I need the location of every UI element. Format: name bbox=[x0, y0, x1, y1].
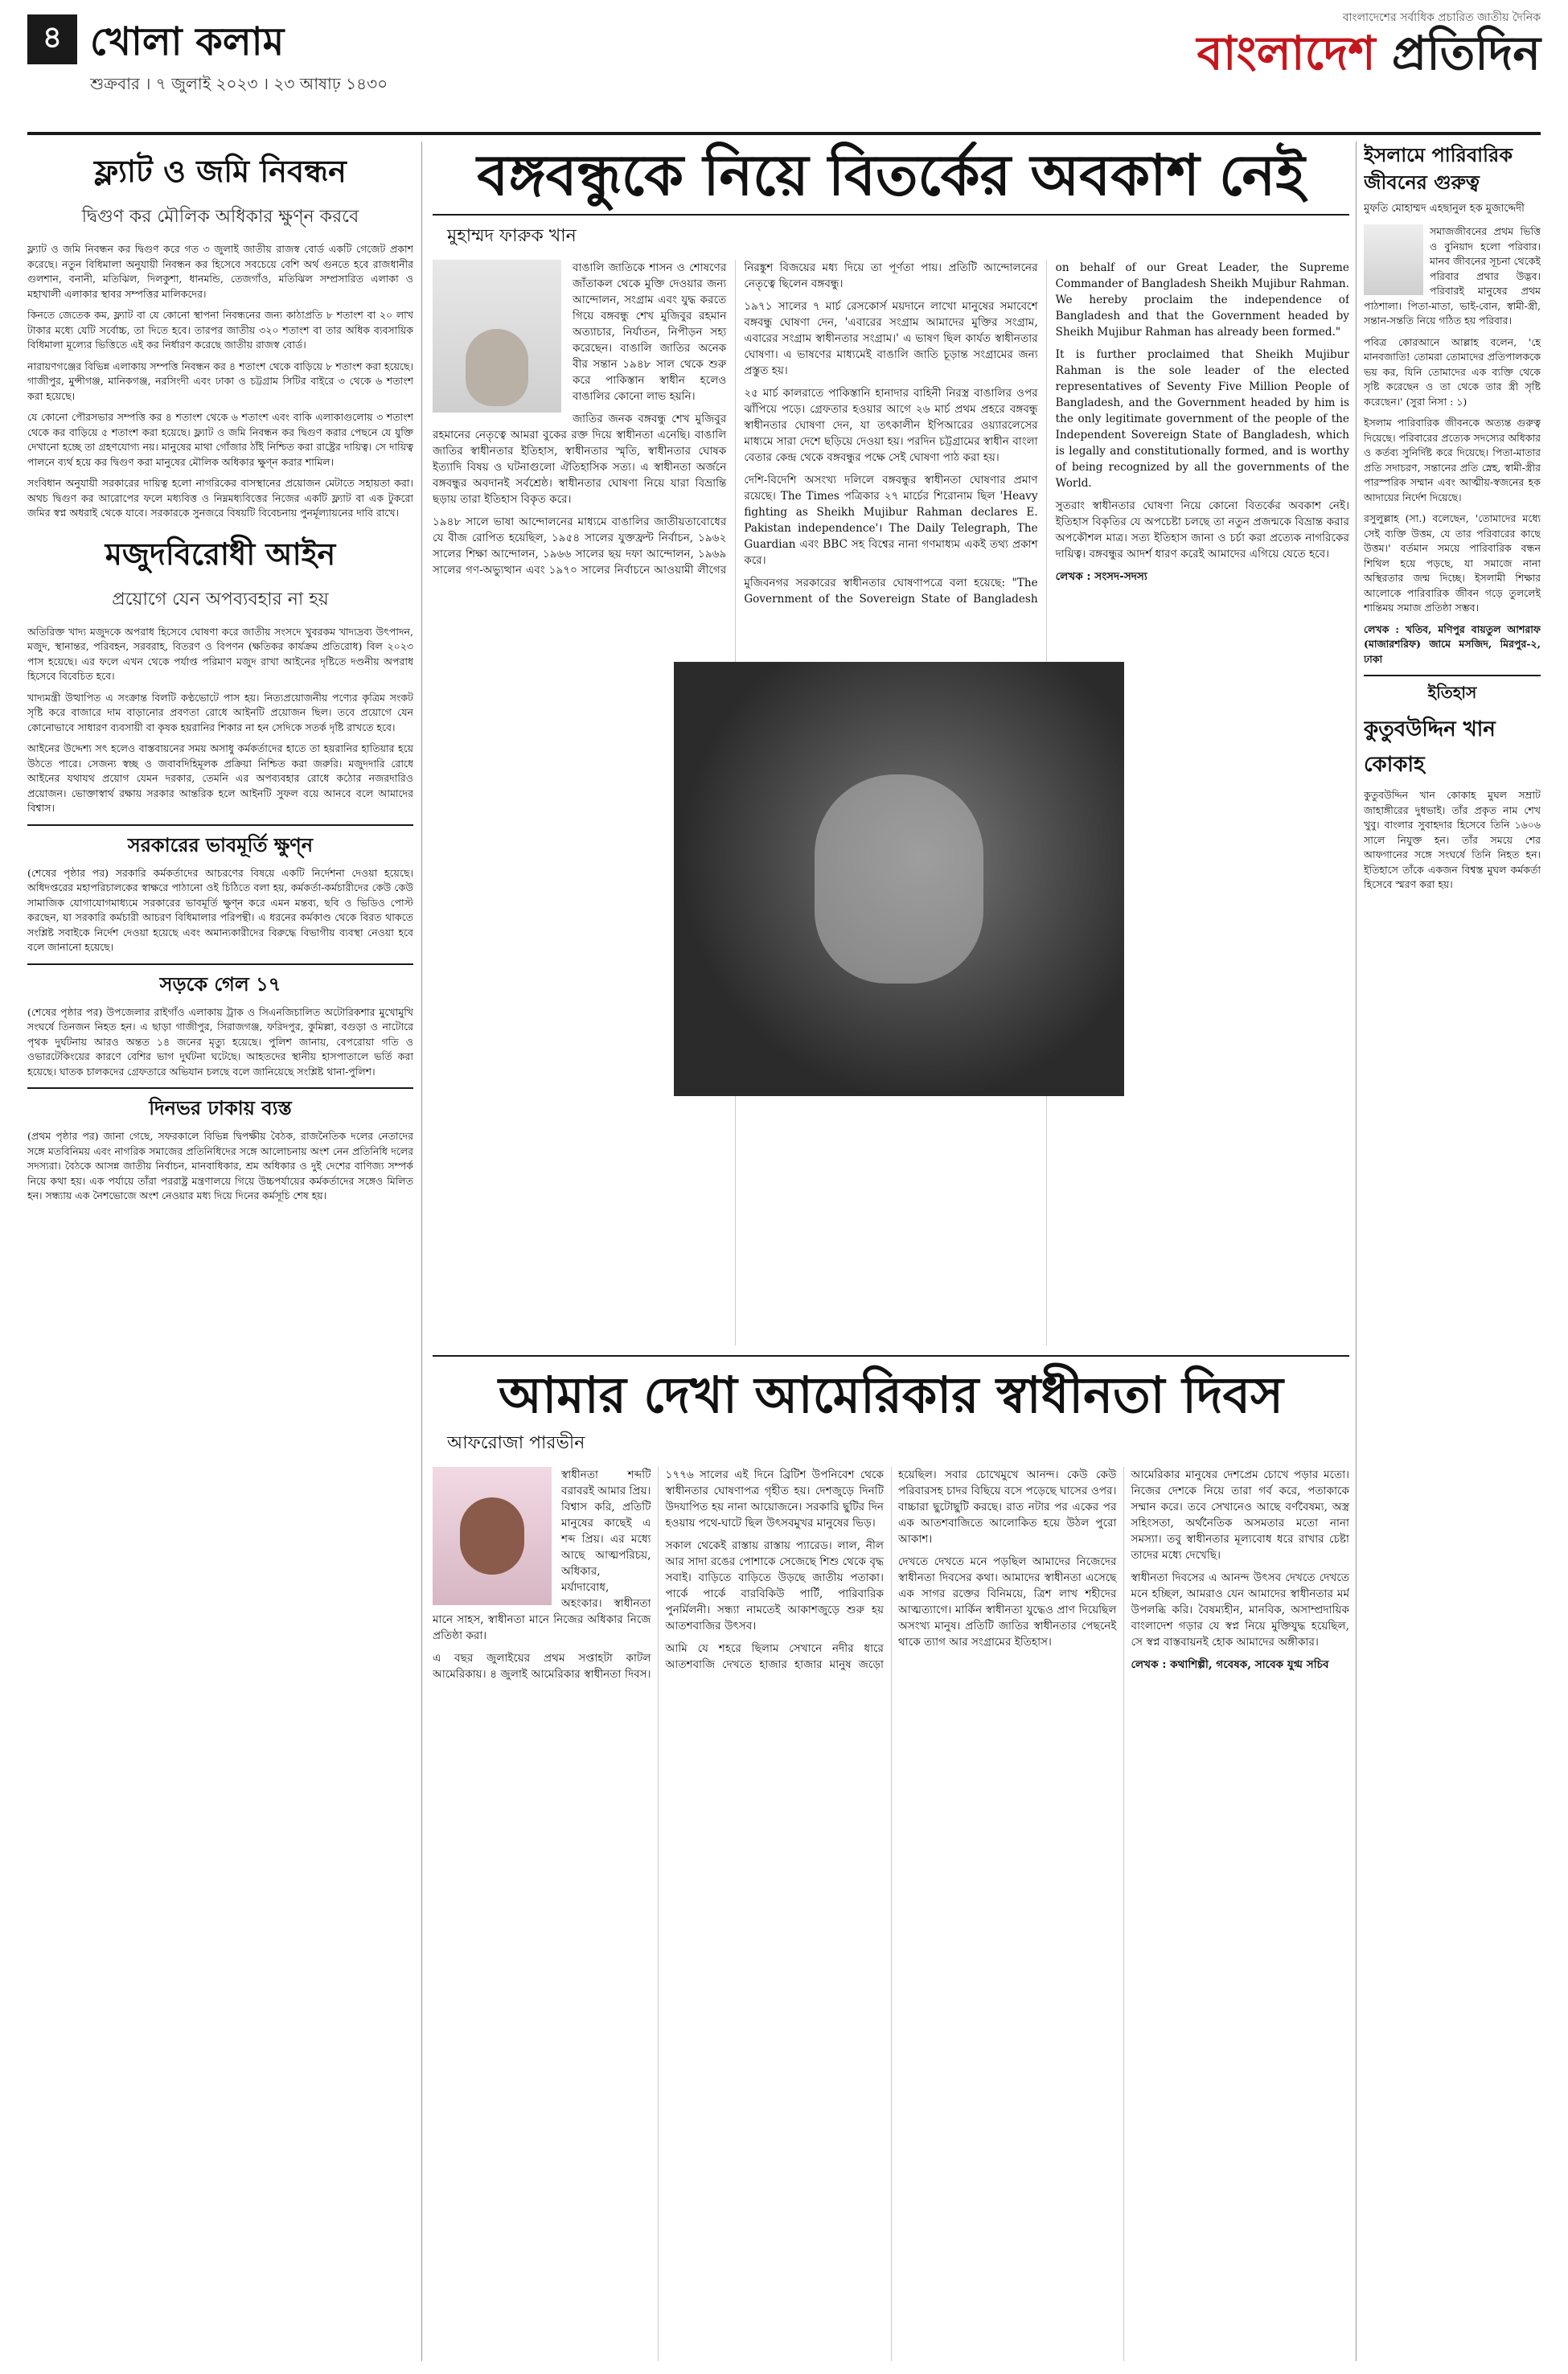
article-1-paragraph: It is further proclaimed that Sheikh Mujibur Rahman is the sole leader of the elected representatives of Seventy Five Million People of Bangladesh, and the Government headed by him is the only legitimate government of the people of the Independent Sovereign State of Bangladesh, which is legally and constitutionally formed, and is worthy of being recognized by all the governments of the World. bbox=[1055, 348, 1349, 490]
religion-article-paragraph: পবিত্র কোরআনে আল্লাহ বলেন, 'হে মানবজাতি! তোমরা তোমাদের প্রতিপালককে ভয় কর, যিনি তোমাদের এক ব্যক্তি থেকে সৃষ্টি করেছেন ও তা থেকে তার স্ত্রী সৃষ্টি করেছেন।' (সুরা নিসা : ১) bbox=[1364, 335, 1541, 408]
article-2-paragraph: স্বাধীনতা শব্দটি বরাবরই আমার প্রিয়। বিশ্বাস করি, প্রতিটি মানুষের কাছেই এ শব্দ প্রিয়। এর মধ্যে আছে আত্মপরিচয়, অধিকার, মর্যাদাবোধ, অহংকার। স্বাধীনতা মানে সাহস, স্বাধীনতা মানে নিজের অধিকার নিজে প্রতিষ্ঠা করা। bbox=[433, 1468, 651, 1642]
article-2-paragraph: এ বছর জুলাইয়ের প্রথম সপ্তাহটা কাটল আমেরিকায়। ৪ জুলাই আমেরিকার স্বাধীনতা দিবস। ১৭৭৬ সালের এই দিনে ব্রিটিশ উপনিবেশ থেকে স্বাধীনতার ঘোষণাপত্র গৃহীত হয়। দেশজুড়ে দিনটি উদযাপিত হয় নানা আয়োজনে। সরকারি ছুটির দিন হওয়ায় পথে-ঘাটে ছিল উৎসবমুখর মানুষের ভিড়। bbox=[433, 1468, 884, 1681]
article-2-headline: আমার দেখা আমেরিকার স্বাধীনতা দিবস bbox=[498, 1366, 1284, 1424]
news-brief-title: দিনভর ঢাকায় ব্যস্ত bbox=[27, 1087, 413, 1126]
author-portrait bbox=[1364, 224, 1423, 295]
article-divider bbox=[433, 1355, 1349, 1357]
main-articles bbox=[433, 142, 1349, 2361]
religion-article-paragraph: সমাজজীবনের প্রথম ভিত্তি ও বুনিয়াদ হলো পরিবার। মানব জীবনের সূচনা থেকেই পরিবার প্রথার উদ্ভব। পরিবারই মানুষের প্রথম পাঠশালা। পিতা-মাতা, ভাই-বোন, স্বামী-স্ত্রী, সন্তান-সন্ততি নিয়ে গঠিত হয় পরিবার। bbox=[1364, 225, 1541, 327]
article-2-paragraph: আমি যে শহরে ছিলাম সেখানে নদীর ধারে আতশবাজি দেখতে হাজার হাজার মানুষ জড়ো হয়েছিল। সবার চোখেমুখে আনন্দ। কেউ কেউ পরিবারসহ চাদর বিছিয়ে বসে পড়েছে ঘাসের ওপর। বাচ্চারা ছুটোছুটি করছে। রাত নটার পর একের পর এক আতশবাজিতে আলোকিত হয়ে উঠল পুরো আকাশ। bbox=[665, 1468, 1117, 1671]
news-brief-title: সড়কে গেল ১৭ bbox=[27, 963, 413, 1002]
article-1-paragraph: ১৯৪৮ সালে ভাষা আন্দোলনের মাধ্যমে বাঙালির জাতীয়তাবোধের যে বীজ রোপিত হয়েছিল, ১৯৫৪ সালের যুক্তফ্রন্ট নির্বাচন, ১৯৬২ সালের শিক্ষা আন্দোলন, ১৯৬৬ সালের ছয় দফা আন্দোলন, ১৯৬৯ সালের গণ-অভ্যুত্থান এবং ১৯৭০ সালের নির্বাচনে আওয়ামী লীগের নিরঙ্কুশ বিজয়ের মধ্য দিয়ে তা পূর্ণতা পায়। প্রতিটি আন্দোলনের নেতৃত্বে ছিলেন বঙ্গবন্ধু। bbox=[433, 261, 1038, 577]
logo-tagline: বাংলাদেশের সর্বাধিক প্রচারিত জাতীয় দৈনিক bbox=[1342, 11, 1541, 24]
bangabandhu-portrait-image bbox=[674, 662, 1124, 1096]
history-title: কুতুবউদ্দিন খান কোকাহ bbox=[1364, 717, 1496, 777]
article-1-paragraph: বাঙালি জাতিকে শাসন ও শোষণের জাঁতাকল থেকে মুক্তি দেওয়ার জন্য আন্দোলন, সংগ্রাম এবং যুদ্ধ করতে গিয়ে বঙ্গবন্ধু শেখ মুজিবুর রহমান অত্যাচার, নির্যাতন, নিপীড়ন সহ্য করেছেন। বাঙালি জাতির অনেক বীর সন্তান ১৯৪৮ সাল থেকে শুরু করে পাকিস্তান স্বাধীন হলেও বাঙালির কোনো লাভ হয়নি। bbox=[573, 261, 727, 403]
news-brief bbox=[27, 963, 413, 1080]
religion-article-title: ইসলামে পারিবারিক জীবনের গুরুত্ব bbox=[1364, 144, 1513, 194]
article-2-paragraph: সকাল থেকেই রাস্তায় রাস্তায় প্যারেড। লাল, নীল আর সাদা রঙের পোশাকে সেজেছে শিশু থেকে বৃদ্ধ সবাই। বাড়িতে বাড়িতে উড়ছে জাতীয় পতাকা। পার্কে পার্কে বারবিকিউ পার্টি, পারিবারিক পুনর্মিলনী। সন্ধ্যা নামতেই আকাশজুড়ে শুরু হয় আতশবাজির উৎসব। bbox=[665, 1539, 884, 1633]
editorial-1-paragraph: যে কোনো পৌরসভার সম্পত্তি কর ৪ শতাংশ থেকে ৬ শতাংশ এবং বাকি এলাকাগুলোয় ৩ শতাংশ থেকে কর বাড়িয়ে ৫ শতাংশ করা হয়েছে। ফ্ল্যাট ও জমি নিবন্ধন কর দ্বিগুণ করার পেছনে যে যুক্তি দেখানো হচ্ছে তা গ্রহণযোগ্য নয়। মানুষের মাথা গোঁজার ঠাঁই নিশ্চিত করা রাষ্ট্রের দায়িত্ব। সে দায়িত্ব পালনে ব্যর্থ হয়ে কর দ্বিগুণ করা মানুষের মৌলিক অধিকার ক্ষুণ্ন করার শামিল। bbox=[27, 411, 413, 468]
masthead-rule bbox=[27, 132, 1541, 135]
history-section-label: ইতিহাস bbox=[1427, 683, 1477, 702]
religion-article-author-note: লেখক : খতিব, মণিপুর বায়তুল আশরাফ (মাজারশরিফ) জামে মসজিদ, মিরপুর-২, ঢাকা bbox=[1364, 622, 1541, 665]
editorial-1-paragraph: নারায়ণগঞ্জের বিভিন্ন এলাকায় সম্পত্তি নিবন্ধন কর ৪ শতাংশ থেকে বাড়িয়ে ৮ শতাংশ করা হয়েছে। গাজীপুর, মুন্সীগঞ্জ, মানিকগঞ্জ, নরসিংদী এবং ঢাকা ও চট্টগ্রাম সিটির বাইরে ৩ থেকে ৬ শতাংশ করা হয়েছে। bbox=[27, 359, 413, 402]
article-1-paragraph: ১৯৭১ সালের ৭ মার্চ রেসকোর্স ময়দানে লাখো মানুষের সমাবেশে বঙ্গবন্ধু ঘোষণা দেন, 'এবারের সংগ্রাম আমাদের মুক্তির সংগ্রাম, এবারের সংগ্রাম স্বাধীনতার সংগ্রাম।' এ ভাষণ ছিল কার্যত স্বাধীনতার ঘোষণা। এ ভাষণের মাধ্যমেই বাঙালি জাতি চূড়ান্ত সংগ্রামের জন্য প্রস্তুত হয়। bbox=[744, 300, 1038, 377]
article-1-paragraph: জাতির জনক বঙ্গবন্ধু শেখ মুজিবুর রহমানের নেতৃত্বে আমরা বুকের রক্ত দিয়ে স্বাধীনতা এনেছি। বাঙালি জাতির স্বাধীনতার ইতিহাস, স্বাধীনতার স্মৃতি, স্বাধীনতার ঘোষক ইত্যাদি বিষয় ও ঘটনাগুলো ঐতিহাসিক সত্য। এ স্বাধীনতা অর্জনে বঙ্গবন্ধুর অবদানই সর্বশ্রেষ্ঠ। স্বাধীনতার ঘোষণা নিয়ে যারা বিভ্রান্তি ছড়ায় তারা ইতিহাস বিকৃত করে। bbox=[433, 413, 727, 506]
editorial-2-paragraph: অতিরিক্ত খাদ্য মজুদকে অপরাধ হিসেবে ঘোষণা করে জাতীয় সংসদে খুবরকম খাদ্যদ্রব্য উৎপাদন, মজুদ, স্থানান্তর, পরিবহন, সরবরাহ, বিতরণ ও বিপণন (ক্ষতিকর কার্যক্রম প্রতিরোধ) বিল ২০২৩ পাস হয়েছে। এর ফলে এখন থেকে পর্যাপ্ত পরিমাণ মজুদ রাখা আইনের দৃষ্টিতে দণ্ডনীয় অপরাধ হিসেবে বিবেচিত হবে। bbox=[27, 625, 413, 682]
article-1-paragraph: ২৫ মার্চ কালরাতে পাকিস্তানি হানাদার বাহিনী নিরস্ত্র বাঙালির ওপর ঝাঁপিয়ে পড়ে। গ্রেফতার হওয়ার আগে ২৬ মার্চ প্রথম প্রহরে বঙ্গবন্ধু স্বাধীনতার ঘোষণা দেন, যা তৎকালীন ইপিআরের ওয়্যারলেসের মাধ্যমে সারা দেশে ছড়িয়ে দেওয়া হয়। পরদিন চট্টগ্রামের স্বাধীন বাংলা বেতার কেন্দ্র থেকে বঙ্গবন্ধুর পক্ষে সেই ঘোষণা পাঠ করা হয়। bbox=[744, 387, 1038, 464]
sidebar-column bbox=[1364, 142, 1541, 2361]
logo-part-2: প্রতিদিন bbox=[1391, 26, 1541, 80]
logo-wordmark bbox=[1197, 27, 1541, 79]
article-2-byline: আফরোজা পারভীন bbox=[447, 1433, 585, 1453]
history-text: কুতুবউদ্দিন খান কোকাহ মুঘল সম্রাট জাহাঙ্গীরের দুধভাই। তাঁর প্রকৃত নাম শেখ খুবু। বাংলার সুবাহদার হিসেবে তিনি ১৬০৬ সালে নিযুক্ত হন। তাঁর সময়ে শের আফগানের সঙ্গে সংঘর্ষে তিনি নিহত হন। ইতিহাসে তাঁকে একজন বিশ্বস্ত মুঘল কর্মকর্তা হিসেবে স্মরণ করা হয়। bbox=[1364, 789, 1541, 890]
masthead bbox=[27, 8, 1541, 129]
editorial-1-paragraph: কিনতে জেতেক কম, ফ্ল্যাট বা যে কোনো স্থাপনা নিবন্ধনের জন্য কাঠাপ্রতি ৮ শতাংশ বা ২০ লাখ টাকার মধ্যে যেটি সর্বোচ্চ, তা দিতে হবে। তারপর জাতীয় ৩২০ শতাংশ বা তার অধিক ব্যবসায়িক বিধিমালা মূল্যের ভিত্তিতে এই কর নির্ধারণ করেছে জাতীয় রাজস্ব বোর্ড। bbox=[27, 309, 413, 351]
dateline: শুক্রবার । ৭ জুলাই ২০২৩ । ২৩ আষাঢ় ১৪৩০ bbox=[90, 74, 388, 93]
news-brief-title: সরকারের ভাবমূর্তি ক্ষুণ্ন bbox=[27, 824, 413, 863]
news-brief-text: (শেষের পৃষ্ঠার পর) উপজেলার রাইগাঁও এলাকায় ট্রাক ও সিএনজিচালিত অটোরিকশার মুখোমুখি সংঘর্ষে তিনজন নিহত হন। এ ছাড়া গাজীপুর, সিরাজগঞ্জ, ফরিদপুর, কুমিল্লা, বগুড়া ও নাটোরে পৃথক দুর্ঘটনায় আরও অন্তত ১৪ জনের মৃত্যু হয়েছে। পুলিশ জানায়, বেপরোয়া গতি ও ওভারটেকিংয়ের কারণে বেশির ভাগ দুর্ঘটনা ঘটেছে। আহতদের স্থানীয় হাসপাতালে ভর্তি করা হয়েছে। ঘাতক চালকদের গ্রেফতারে অভিযান চলছে বলে জানিয়েছে সংশ্লিষ্ট থানা-পুলিশ। bbox=[27, 1005, 413, 1078]
article-1-byline: মুহাম্মদ ফারুক খান bbox=[447, 226, 577, 246]
news-brief bbox=[27, 824, 413, 955]
article-1-author-note: লেখক : সংসদ-সদস্য bbox=[1055, 570, 1147, 583]
article-1-body bbox=[433, 260, 1349, 1345]
religion-article-paragraph: ইসলাম পারিবারিক জীবনকে অত্যন্ত গুরুত্ব দিয়েছে। পরিবারের প্রত্যেক সদস্যের অধিকার ও কর্তব্য সুনির্দিষ্ট করে দিয়েছে। পিতা-মাতার প্রতি সদাচরণ, সন্তানের প্রতি স্নেহ, স্বামী-স্ত্রীর পারস্পরিক সম্মান এবং আত্মীয়-স্বজনের হক আদায়ের নির্দেশ দিয়েছে। bbox=[1364, 417, 1541, 503]
editorial-2-subtitle: প্রয়োগে যেন অপব্যবহার না হয় bbox=[112, 589, 329, 610]
editorial-2-paragraph: আইনের উদ্দেশ্য সৎ হলেও বাস্তবায়নের সময় অসাধু কর্মকর্তাদের হাতে তা হয়রানির হাতিয়ার হয়ে উঠতে পারে। সেজন্য স্বচ্ছ ও জবাবদিহিমূলক প্রক্রিয়া নিশ্চিত করা জরুরি। মজুদদারি রোধে আইনের যথাযথ প্রয়োগ যেমন দরকার, তেমনি এর অপব্যবহার রোধে কঠোর নজরদারিও প্রয়োজন। ভোক্তাস্বার্থ রক্ষায় সরকার আন্তরিক হলে আইনটি সুফল বয়ে আনবে বলে আমাদের বিশ্বাস। bbox=[27, 742, 413, 814]
article-1-paragraph: দেশি-বিদেশি অসংখ্য দলিলে বঙ্গবন্ধুর স্বাধীনতা ঘোষণার প্রমাণ রয়েছে। The Times পত্রিকার ২৭ মার্চের শিরোনাম ছিল 'Heavy fighting as Sheikh Mujibur Rahman declares E. Pakistan independence'। The Daily Telegraph, The Guardian এবং BBC সহ বিশ্বের নানা গণমাধ্যম একই তথ্য প্রকাশ করে। bbox=[744, 474, 1038, 567]
article-1-paragraph: সুতরাং স্বাধীনতার ঘোষণা নিয়ে কোনো বিতর্কের অবকাশ নেই। ইতিহাস বিকৃতির যে অপচেষ্টা চলছে তা নতুন প্রজন্মকে বিভ্রান্ত করার অপকৌশল মাত্র। সত্য ইতিহাস জানা ও চর্চা করা প্রত্যেক নাগরিকের দায়িত্ব। বঙ্গবন্ধুর আদর্শ ধারণ করেই আমাদের এগিয়ে যেতে হবে। bbox=[1055, 499, 1349, 561]
portrait-figure bbox=[466, 329, 528, 406]
newspaper-logo bbox=[1197, 8, 1541, 79]
article-2-paragraph: স্বাধীনতা দিবসের এ আনন্দ উৎসব দেখতে দেখতে মনে হচ্ছিল, আমরাও যেন আমাদের স্বাধীনতার মর্ম উপলব্ধি করি। বৈষম্যহীন, মানবিক, অসাম্প্রদায়িক বাংলাদেশ গড়ার যে স্বপ্ন নিয়ে মুক্তিযুদ্ধ হয়েছিল, সে স্বপ্ন বাস্তবায়নই হোক আমাদের অঙ্গীকার। bbox=[1131, 1571, 1349, 1649]
editorial-2-paragraph: খাদ্যমন্ত্রী উত্থাপিত এ সংক্রান্ত বিলটি কণ্ঠভোটে পাস হয়। নিত্যপ্রয়োজনীয় পণ্যের কৃত্রিম সংকট সৃষ্টি করে বাজারে দাম বাড়ানোর প্রবণতা রোধে আইনটি প্রয়োজন ছিল। তবে প্রয়োগে যেন কোনোভাবে সাধারণ ব্যবসায়ী বা কৃষক হয়রানির শিকার না হন সেদিকে সতর্ক দৃষ্টি রাখতে হবে। bbox=[27, 691, 413, 733]
logo-part-1: বাংলাদেশ bbox=[1197, 26, 1392, 80]
editorial-1-title: ফ্ল্যাট ও জমি নিবন্ধন bbox=[94, 154, 347, 189]
article-2-body bbox=[433, 1467, 1349, 2361]
news-brief bbox=[27, 1087, 413, 1204]
religion-article-paragraph: রসুলুল্লাহ (সা.) বলেছেন, 'তোমাদের মধ্যে সেই ব্যক্তি উত্তম, যে তার পরিবারের কাছে উত্তম।' বর্তমান সময়ে পারিবারিক বন্ধন শিথিল হয়ে পড়ছে, যা সমাজে নানা অস্থিরতার জন্ম দিচ্ছে। ইসলামী শিক্ষার আলোকে পারিবারিক জীবন গড়ে তুললেই শান্তিময় সমাজ প্রতিষ্ঠা সম্ভব। bbox=[1364, 512, 1541, 614]
editorial-column bbox=[27, 142, 413, 2361]
section-title: খোলা কলাম bbox=[90, 19, 285, 64]
author-portrait bbox=[433, 1467, 552, 1605]
editorial-2-title: মজুদবিরোধী আইন bbox=[105, 536, 336, 572]
article-2-paragraph: দেখতে দেখতে মনে পড়ছিল আমাদের নিজেদের স্বাধীনতা দিবসের কথা। আমাদের স্বাধীনতা এসেছে এক সাগর রক্তের বিনিময়ে, ত্রিশ লাখ শহীদের আত্মত্যাগে। মার্কিন স্বাধীনতা যুদ্ধেও প্রাণ দিয়েছিল অসংখ্য মানুষ। প্রতিটি জাতির স্বাধীনতার পেছনেই থাকে ত্যাগ আর সংগ্রামের ইতিহাস। bbox=[898, 1555, 1117, 1649]
editorial-1-paragraph: ফ্ল্যাট ও জমি নিবন্ধন কর দ্বিগুণ করে গত ৩ জুলাই জাতীয় রাজস্ব বোর্ড একটি গেজেট প্রকাশ করেছে। নতুন বিধিমালা অনুযায়ী নিবন্ধন কর হিসেবে সবচেয়ে বেশি অর্থ গুনতে হবে রাজধানীর গুলশান, বনানী, মতিঝিল, দিলকুশা, ধানমন্ডি, তেজগাঁও, মতিঝিল সম্প্রসারিত এলাকা ও মহাখালী এলাকার স্থাবর সম্পত্তির মালিকদের। bbox=[27, 243, 413, 300]
article-1-paragraph: মুজিবনগর সরকারের স্বাধীনতার ঘোষণাপত্রে বলা হয়েছে: "The Government of the Sovereign State of Bangladesh on behalf of our Great Leader, the Supreme Commander of Bangladesh Sheikh Mujibur Rahman. We hereby proclaim the independence of Bangladesh and that the Government headed by Sheikh Mujibur Rahman has already been formed." bbox=[744, 261, 1349, 606]
column-divider bbox=[421, 142, 422, 2361]
article-1-headline: বঙ্গবন্ধুকে নিয়ে বিতর্কের অবকাশ নেই bbox=[433, 142, 1349, 216]
editorial-1-paragraph: সংবিধান অনুযায়ী সরকারের দায়িত্ব হলো নাগরিকের বাসস্থানের প্রয়োজন মেটাতে সহায়তা করা। অথচ দ্বিগুণ কর আরোপের ফলে মধ্যবিত্ত ও নিম্নমধ্যবিত্তের নিজের একটি ফ্ল্যাট বা এক টুকরো জমির স্বপ্ন অধরাই থেকে যাবে। সরকারকে সুনজরে বিষয়টি বিবেচনায় পুনর্মূল্যায়নের দাবি রাখে। bbox=[27, 477, 413, 519]
editorial-1-subtitle: দ্বিগুণ কর মৌলিক অধিকার ক্ষুণ্ন করবে bbox=[81, 207, 359, 227]
religion-article-author: মুফতি মোহাম্মদ এহছানুল হক মুজাদ্দেদী bbox=[1364, 203, 1525, 215]
article-2-paragraph: আমেরিকার মানুষের দেশপ্রেম চোখে পড়ার মতো। নিজের দেশকে নিয়ে তারা গর্ব করে, পতাকাকে সম্মান করে। তবে সেখানেও আছে বর্ণবৈষম্য, অস্ত্র সহিংসতা, অর্থনৈতিক অসমতার মতো নানা সমস্যা। তবু স্বাধীনতার মূল্যবোধ ধরে রাখার চেষ্টা তাদের মধ্যে দেখেছি। bbox=[1131, 1468, 1349, 1562]
author-portrait bbox=[433, 260, 561, 413]
article-2-author-note: লেখক : কথাশিল্পী, গবেষক, সাবেক যুগ্ম সচিব bbox=[1131, 1658, 1329, 1671]
column-divider bbox=[1356, 142, 1357, 2361]
page-number: ৪ bbox=[27, 14, 77, 64]
portrait-figure bbox=[460, 1497, 524, 1575]
news-brief-text: (শেষের পৃষ্ঠার পর) সরকারি কর্মকর্তাদের আচরণের বিষয়ে একটি নির্দেশনা দেওয়া হয়েছে। অধিদপ্তরের মহাপরিচালকের স্বাক্ষরে পাঠানো ওই চিঠিতে বলা হয়, কর্মকর্তা-কর্মচারীদের কেউ কেউ সামাজিক যোগাযোগমাধ্যমে সরকারের ভাবমূর্তি ক্ষুণ্ন করে এমন মন্তব্য, ছবি ও ভিডিও পোস্ট করছেন, যা সরকারি কর্মচারী আচরণ বিধিমালার পরিপন্থী। এ ধরনের কর্মকাণ্ড থেকে বিরত থাকতে সংশ্লিষ্ট সবাইকে নির্দেশ দেওয়া হয়েছে এবং অমান্যকারীদের বিরুদ্ধে বিভাগীয় ব্যবস্থা নেওয়া হবে বলে জানানো হয়েছে। bbox=[27, 866, 413, 953]
portrait-figure bbox=[815, 774, 983, 984]
section-divider bbox=[1364, 675, 1541, 676]
news-brief-text: (প্রথম পৃষ্ঠার পর) জানা গেছে, সফরকালে বিভিন্ন দ্বিপক্ষীয় বৈঠক, রাজনৈতিক দলের নেতাদের সঙ্গে মতবিনিময় এবং নাগরিক সমাজের প্রতিনিধিদের সঙ্গে আলোচনায় অংশ নেন প্রতিনিধি দলের সদস্যরা। বৈঠকে আসন্ন জাতীয় নির্বাচন, মানবাধিকার, শ্রম অধিকার ও দুই দেশের বাণিজ্য সম্পর্ক নিয়ে কথা হয়। এক পর্যায়ে তাঁরা পররাষ্ট্র মন্ত্রণালয়ে গিয়ে উচ্চপর্যায়ের কর্মকর্তাদের সঙ্গেও মিলিত হন। সন্ধ্যায় এক নৈশভোজে অংশ নেওয়ার মধ্য দিয়ে দিনের কর্মসূচি শেষ হয়। bbox=[27, 1130, 413, 1201]
